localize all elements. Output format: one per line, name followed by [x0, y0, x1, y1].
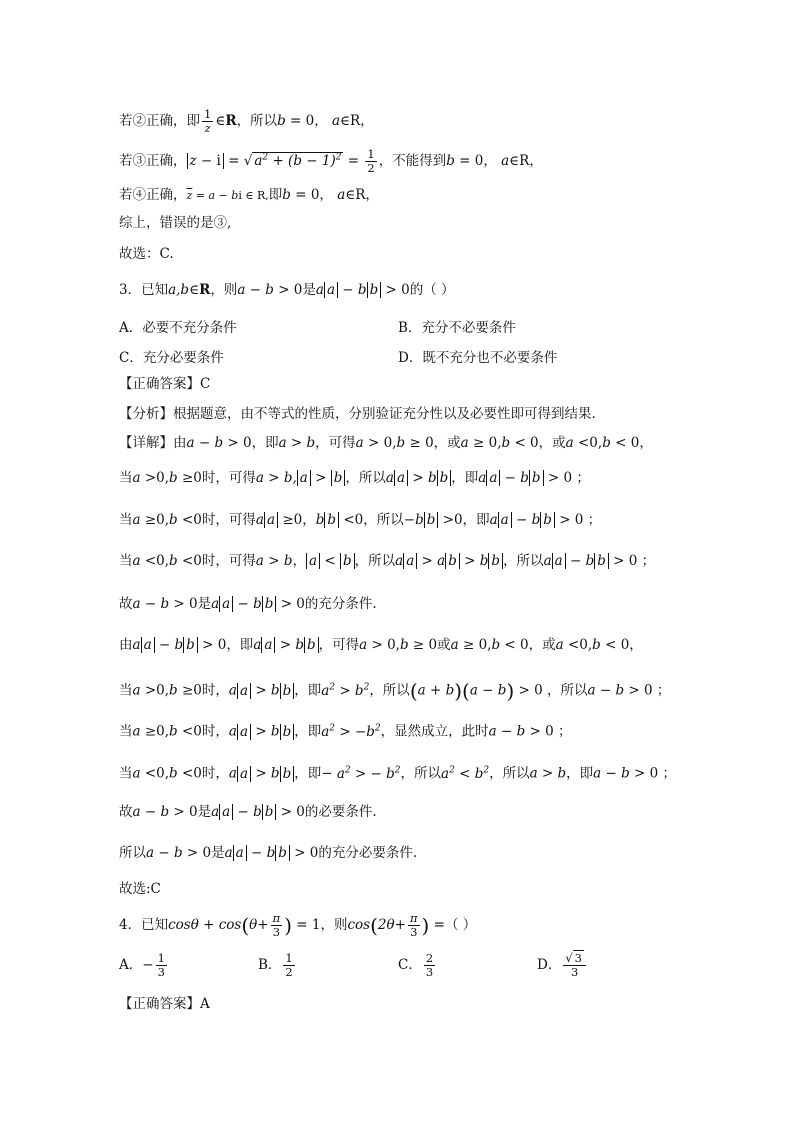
text: ，显然成立，此时 [380, 723, 489, 740]
text: ，所以 [236, 113, 278, 129]
text: 即 [268, 187, 283, 203]
text: 故 [119, 596, 133, 612]
text: 是 [197, 804, 212, 820]
text: 是 [302, 282, 316, 298]
fraction-1-2: $\frac{1}{2}$ [367, 147, 375, 175]
text: 当 [119, 470, 133, 486]
text: 时， [201, 470, 229, 486]
text: ，所以 [363, 512, 404, 528]
text: 可得 [228, 553, 256, 569]
q3-option-b: B．充分不必要条件 [398, 320, 516, 336]
text: ，则 [210, 282, 238, 298]
q3-analysis: 【分析】根据题意，由不等式的性质，分别验证充分性以及必要性即可得到结果. [119, 406, 596, 422]
text: 所以 [119, 845, 146, 861]
q3-detail-7: 当a ≥0,b <0时，a a > b b ，即$a^2 > -b^2$，显然成立，此时a − b > 0 ； [119, 723, 572, 740]
text: ，即 [451, 470, 479, 486]
q4-stem: 4．已知cosθ + cos(θ+ $\frac{\pi}{3}$ ) = 1，则cos(2θ+ $\frac{\pi}{3}$ ) =（ ） [119, 911, 477, 939]
text: 时， [201, 512, 229, 528]
q4-option-b: B． $\frac{1}{2}$ [258, 951, 293, 979]
text: ， [483, 153, 497, 169]
text: 4．已知 [119, 917, 169, 933]
text: ，即 [226, 637, 254, 653]
q4-answer: 【正确答案】A [119, 996, 210, 1012]
summary-line: 综上，错误的是③, [119, 215, 232, 231]
text: 若②正确，即 [119, 113, 200, 129]
text: 【详解】由 [119, 435, 187, 451]
text: 的必要条件. [304, 804, 377, 820]
text: 时， [201, 765, 229, 782]
text: ，所以 [354, 553, 396, 569]
text: 可得 [228, 470, 256, 486]
text: ， [319, 187, 333, 203]
text: 若③正确， [119, 153, 187, 169]
q3-choice: 故选:C [119, 881, 161, 897]
text: 的充分条件. [304, 596, 377, 612]
line-case-4: 若④正确，$\overline{z} = a$ − bi ∈ R,即b = 0， a∈R， [119, 187, 379, 203]
q4-option-d: D． $\frac{√ 3}{3}$ [537, 952, 588, 979]
text: 时， [201, 682, 229, 699]
text: 当 [119, 553, 133, 569]
q3-final-conclusion: 所以a − b > 0是a a − b b > 0的充分必要条件. [119, 845, 418, 861]
text: 是 [197, 596, 212, 612]
q4-option-c: C． $\frac{2}{3}$ [398, 951, 434, 979]
text: 的（ ） [409, 282, 455, 298]
text: 当 [119, 512, 133, 528]
text: 时， [201, 553, 229, 569]
choice-line: 故选：C. [119, 246, 174, 262]
text: ，或 [538, 435, 566, 451]
q3-suff-conclusion: 故a − b > 0是a a − b b > 0的充分条件. [119, 596, 377, 612]
text: 当 [119, 765, 133, 782]
option-label: A． [119, 957, 143, 973]
option-label: B． [258, 957, 282, 973]
text: ，则 [320, 917, 348, 933]
q3-answer: 【正确答案】C [119, 376, 211, 392]
text: ，即 [251, 435, 279, 451]
text: ，或 [528, 637, 556, 653]
q3-stem: 3．已知a,b∈R，则a − b > 0是a a − b b > 0的（ ） [119, 282, 455, 298]
text: 是 [211, 845, 225, 861]
q3-detail-4: 当a <0,b <0时，可得a > b， a < b ，所以a a > a b > b b ，所以a a − b b > 0 ； [119, 553, 656, 569]
q3-detail-6: 当a >0,b ≥0时，a a > b b ，即$a^2 > b^2$，所以(a + b)(a − b) > 0 ，所以a − b > 0 ； [119, 679, 671, 703]
text: ，可得 [315, 435, 356, 451]
q3-detail-3: 当a ≥0,b <0时，可得a a ≥0，b b <0，所以−b b >0，即a a − b b > 0 ； [119, 512, 602, 528]
option-label: C． [398, 957, 422, 973]
fraction-1-over-z: $\frac{1}{z}$ [204, 107, 212, 135]
sqrt-expression: √ $a^2 + (b - 1)^2$ [243, 152, 342, 169]
abs-z-minus-i: z − i [187, 153, 224, 169]
q3-detail-8: 当a <0,b <0时，a a > b b ，即− $a^2$ > − $b^2$，所以$a^2 < b^2$，所以a > b，即a − b > 0 ； [119, 765, 677, 782]
text: 的充分必要条件. [318, 845, 418, 861]
text: （ ） [444, 917, 477, 933]
text: ，可得 [318, 637, 360, 653]
q3-nec-conclusion: 故a − b > 0是a a − b b > 0的必要条件. [119, 804, 377, 820]
q3-option-d: D．既不充分也不必要条件 [398, 350, 558, 366]
q3-detail-1: 【详解】由a − b > 0，即a > b，可得a > 0,b ≥ 0，或a ≥ 0,b < 0，或a <0,b < 0， [119, 435, 653, 451]
text: ，所以 [369, 682, 410, 699]
text: 由 [119, 637, 133, 653]
option-label: D． [537, 957, 562, 973]
q3-detail-2: 当a >0,b ≥0时，可得a > b, a > b ，所以a a > b b ，即a a − b b > 0 ； [119, 470, 590, 486]
text: 若④正确， [119, 187, 187, 203]
q3-detail-5: 由a a − b b > 0，即a a > b b ，可得a > 0,b ≥ 0或a ≥ 0,b < 0，或a <0,b < 0， [119, 637, 643, 653]
line-case-2: 若②正确，即 $\frac{1}{z}$ ∈R，所以b = 0， a∈R， [119, 107, 374, 135]
q4-option-a: A．− $\frac{1}{3}$ [119, 951, 165, 979]
text: 故 [119, 804, 133, 820]
text: 时， [201, 723, 229, 740]
q3-option-a: A．必要不充分条件 [119, 320, 237, 336]
text: 或 [437, 637, 451, 653]
text: 可得 [228, 512, 256, 528]
text: ， [314, 113, 328, 129]
text: ，即 [462, 512, 490, 528]
text: 当 [119, 723, 133, 740]
text: ，或 [433, 435, 461, 451]
text: ，不能得到 [378, 153, 447, 169]
q3-option-c: C．充分必要条件 [119, 350, 224, 366]
text: 当 [119, 682, 133, 699]
text: ，所以 [345, 470, 386, 486]
text: 3．已知 [119, 282, 169, 298]
line-case-3: 若③正确， z − i = √ $a^2 + (b - 1)^2$ = $\frac{1}{2}$ ，不能得到b = 0， a∈R， [119, 147, 543, 175]
